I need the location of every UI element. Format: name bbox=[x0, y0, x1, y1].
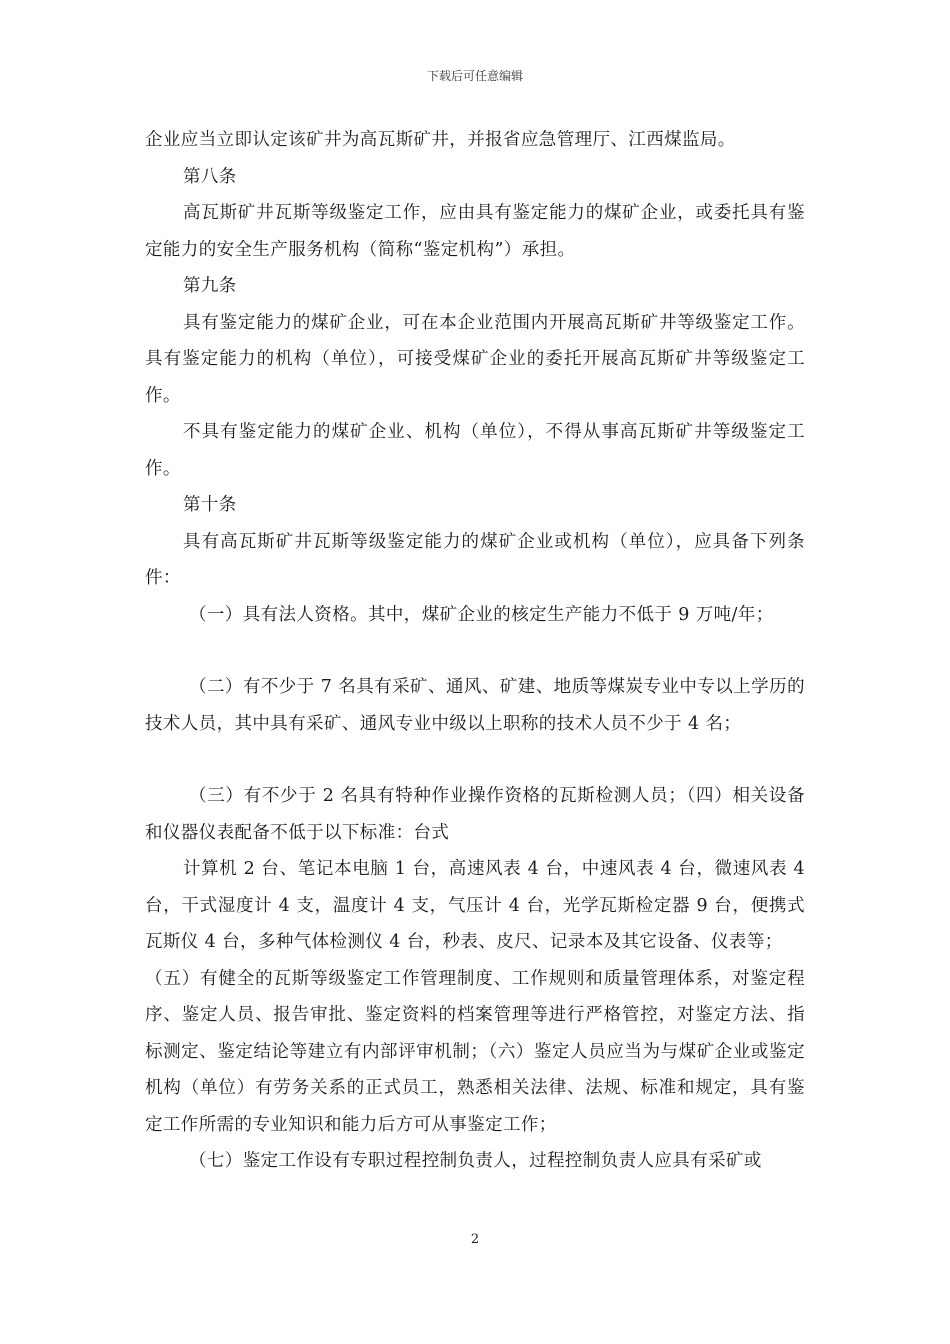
list-item: （五）有健全的瓦斯等级鉴定工作管理制度、工作规则和质量管理体系，对鉴定程序、鉴定人员、报告审批、鉴定资料的档案管理等进行严格管控，对鉴定方法、指标测定、鉴定结论等建立有内部评审机制；（六）鉴定人员应当为与煤矿企业或鉴定机构（单位）有劳务关系的正式员工，熟悉相关法律、法规、标准和规定，具有鉴定工作所需的专业知识和能力后方可从事鉴定工作； bbox=[145, 968, 805, 1135]
paragraph: 企业应当立即认定该矿井为高瓦斯矿井，并报省应急管理厅、江西煤监局。 bbox=[145, 130, 736, 150]
spacer bbox=[145, 633, 805, 669]
list-item: （七）鉴定工作设有专职过程控制负责人，过程控制负责人应具有采矿或 bbox=[189, 1151, 762, 1171]
paragraph: 不具有鉴定能力的煤矿企业、机构（单位），不得从事高瓦斯矿井等级鉴定工作。 bbox=[145, 422, 805, 479]
document-body bbox=[145, 122, 805, 1180]
article-heading: 第十条 bbox=[183, 495, 237, 515]
list-item: （二）有不少于 7 名具有采矿、通风、矿建、地质等煤炭专业中专以上学历的技术人员，其中具有采矿、通风专业中级以上职称的技术人员不少于 4 名； bbox=[145, 677, 805, 734]
spacer bbox=[145, 742, 805, 778]
article-heading: 第八条 bbox=[183, 166, 237, 187]
paragraph: 高瓦斯矿井瓦斯等级鉴定工作，应由具有鉴定能力的煤矿企业，或委托具有鉴定能力的安全生产服务机构（简称“鉴定机构”）承担。 bbox=[145, 203, 805, 260]
page-number: 2 bbox=[470, 1232, 480, 1247]
paragraph: 计算机 2 台、笔记本电脑 1 台，高速风表 4 台，中速风表 4 台，微速风表 4 台，干式湿度计 4 支，温度计 4 支，气压计 4 台，光学瓦斯检定器 9 台，便携式瓦斯仪 4 台，多种气体检测仪 4 台，秒表、皮尺、记录本及其它设备、仪表等； bbox=[145, 859, 805, 952]
page-header: 下载后可任意编辑 bbox=[426, 69, 523, 83]
article-heading: 第九条 bbox=[183, 276, 237, 296]
list-item: （一）具有法人资格。其中，煤矿企业的核定生产能力不低于 9 万吨/年； bbox=[189, 604, 774, 625]
list-item: （三）有不少于 2 名具有特种作业操作资格的瓦斯检测人员；（四）相关设备和仪器仪表配备不低于以下标准：台式 bbox=[145, 786, 805, 843]
paragraph: 具有高瓦斯矿井瓦斯等级鉴定能力的煤矿企业或机构（单位），应具备下列条件： bbox=[145, 531, 805, 588]
paragraph: 具有鉴定能力的煤矿企业，可在本企业范围内开展高瓦斯矿井等级鉴定工作。具有鉴定能力的机构（单位），可接受煤矿企业的委托开展高瓦斯矿井等级鉴定工作。 bbox=[145, 312, 805, 406]
